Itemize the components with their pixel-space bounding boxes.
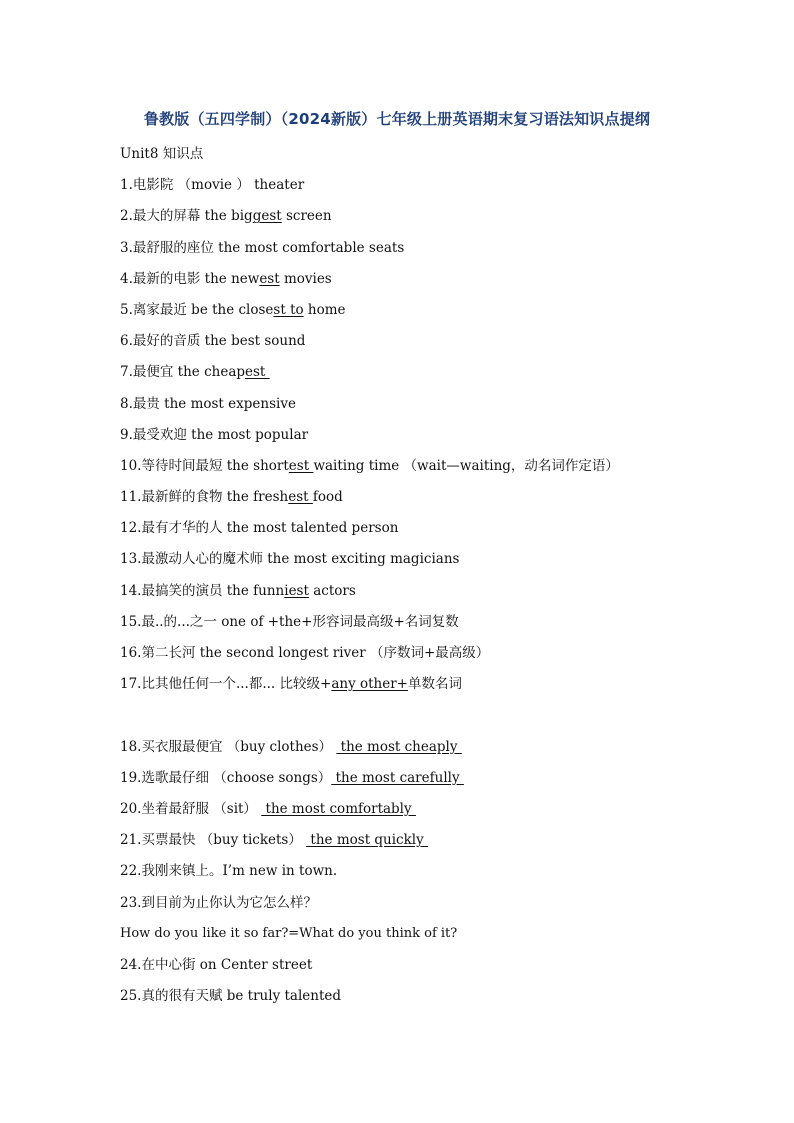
note-text: 20.坐着最舒服 （sit） [120,800,262,817]
note-line [120,237,760,268]
note-line [120,361,760,392]
note-text: 19.选歌最仔细 （choose songs） [120,769,332,786]
note-line [120,330,760,361]
note-line [120,892,760,923]
note-line [120,268,760,299]
note-text: 23.到目前为止你认为它怎么样？ [120,894,317,911]
note-text: home [303,301,346,318]
note-line [120,205,760,236]
note-text: 7.最便宜 the cheap [120,364,246,381]
underlined-text: the most quickly [306,832,429,849]
note-text: 8.最贵 the most expensive [120,395,296,412]
note-line [120,580,760,611]
underlined-text: the most comfortably [261,800,416,817]
note-line [120,611,760,642]
note-line [120,548,760,579]
note-line [120,673,760,704]
note-line [120,486,760,517]
note-text: 11.最新鲜的食物 the fresh [120,489,289,506]
note-text: 3.最舒服的座位 the most comfortable seats [120,239,405,256]
note-text: 22.我刚来镇上。I’m new in town. [120,863,338,880]
note-line [120,642,760,673]
note-line [120,923,760,954]
note-text: 4.最新的电影 the new [120,270,260,287]
underlined-text: st to [273,301,304,318]
underlined-text: the most carefully [331,769,464,786]
note-text: 17.比其他任何一个...都... 比较级+ [120,676,332,693]
underlined-text: est [288,457,314,474]
note-text: How do you like it so far?=What do you think of it? [120,925,458,941]
note-text: 13.最激动人心的魔术师 the most exciting magicians [120,551,460,568]
note-text: 18.买衣服最便宜 （buy clothes） [120,738,337,755]
underlined-text: est [288,489,313,506]
note-text: 16.第二长河 the second longest river （序数词+最高级） [120,645,490,661]
note-line [120,455,760,486]
note-line [120,829,760,860]
note-line [120,299,760,330]
underlined-text: any other+ [331,676,408,693]
blank-line [120,704,760,735]
note-line [120,424,760,455]
note-text: movies [279,270,332,287]
note-text: Unit8 知识点 [120,146,204,162]
underlined-text: est [245,364,270,381]
note-line [120,985,760,1016]
note-text: 25.真的很有天赋 be truly talented [120,988,342,1005]
note-text: screen [281,208,332,225]
note-text: 2.最大的屏幕 the big [120,208,253,225]
note-text: waiting time （wait—waiting，动名词作定语） [313,457,619,474]
note-line [120,517,760,548]
note-line [120,860,760,891]
note-text: 15.最..的...之一 one of +the+形容词最高级+名词复数 [120,613,459,630]
note-line [120,143,760,174]
underlined-text: the most cheaply [336,738,462,755]
note-text: 9.最受欢迎 the most popular [120,426,309,443]
note-text: 21.买票最快 （buy tickets） [120,832,307,849]
note-text: 6.最好的音质 the best sound [120,333,306,350]
document-title: 鲁教版（五四学制）（2024新版）七年级上册英语期末复习语法知识点提纲 [143,110,651,128]
underlined-text: est [259,270,280,287]
note-text: 24.在中心街 on Center street [120,956,313,973]
note-text: actors [308,582,356,599]
note-line [120,954,760,985]
note-line [120,798,760,829]
note-text: food [312,489,343,506]
note-line [120,174,760,205]
note-line [120,736,760,767]
note-line [120,393,760,424]
note-text: 14.最搞笑的演员 the funn [120,582,285,599]
underlined-text: gest [252,208,282,225]
underlined-text: iest [284,582,309,599]
note-line [120,767,760,798]
note-text: 1.电影院 （movie ） theater [120,177,305,194]
note-text: 10.等待时间最短 the short [120,457,289,474]
notes-list [120,143,760,1016]
note-text: 单数名词 [408,676,462,693]
note-text: 12.最有才华的人 the most talented person [120,520,399,537]
note-text: 5.离家最近 be the close [120,301,274,318]
